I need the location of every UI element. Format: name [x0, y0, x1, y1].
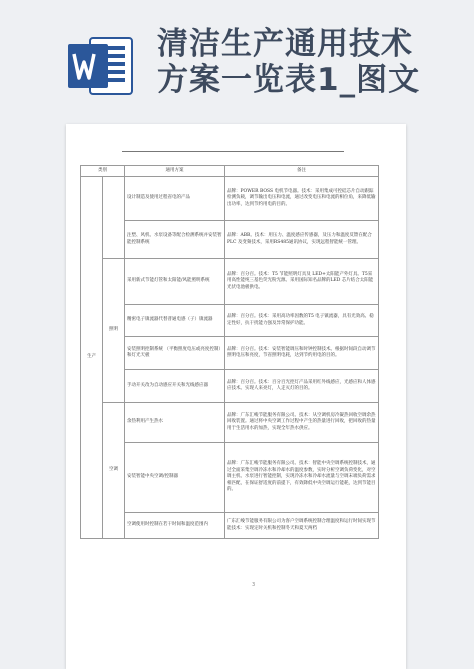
page-title	[157, 26, 420, 98]
document-page	[66, 124, 406, 669]
plan-cell: 注塑、风机、水泵设备等配合检测系统并安装智能控制系统	[125, 221, 225, 259]
note-cell: 品牌：ABB。技术：用压力、温度感应传感器，及压力和温度反馈在配合 PLC 及变频技术，采用RS485通讯协议，实现远程智能统一管理。	[225, 221, 379, 259]
note-cell: 品牌：POWER BOSS 电机节电器。技术：采用集成可控硅芯片自动跟踪检测负载，调节输出电压和电流，通过改变电压和电流的相位角，来降低输出功率，达到节约用电的目的。	[225, 177, 379, 221]
plan-cell: 采用新式节能灯管和太阳能/风能照明系统	[125, 259, 225, 305]
header-note: 备注	[225, 166, 379, 177]
table-row	[81, 221, 379, 259]
header-plan: 通用方案	[125, 166, 225, 177]
note-cell: 品牌：百分百。技术：安装智能调压和时钟控制技术。根据时间段自动调节照明电压和亮度，节省照明电耗，达到节约用电的目的。	[225, 337, 379, 370]
table-header-row	[81, 166, 379, 177]
subcategory-cell: 空调	[103, 403, 125, 539]
top-rule	[122, 151, 344, 152]
header-category: 类别	[81, 166, 125, 177]
page-number: 3	[252, 582, 256, 588]
table-row	[81, 337, 379, 370]
plan-cell: 精密电子镇流器代替普通电感（子）镇流器	[125, 305, 225, 337]
plan-cell: 设计制造及使用过程省电的产品	[125, 177, 225, 221]
table-row	[81, 513, 379, 539]
table-row	[81, 370, 379, 403]
table-row	[81, 177, 379, 221]
header-banner	[0, 0, 474, 118]
note-cell: 品牌：广东汇峻节能服务有限公司。技术：智能中央空调系统控制技术，通过全面采集空调冷冻水和冷却水的温度参数，实时分析空调负荷变化，对空调主机、水泵进行智能控制，实现冷冻水和冷却水流量与空调末端负荷需求相匹配，在保证舒适度的前提下，有效降低中央空调运行能耗，达到节能目的。	[225, 443, 379, 513]
plan-cell: 手动开关改为自动感应开关和光线感应器	[125, 370, 225, 403]
title-line-2: 方案一览表1_图文	[157, 62, 421, 98]
table-row	[81, 403, 379, 443]
table-row	[81, 305, 379, 337]
word-doc-icon	[66, 34, 136, 98]
tech-plan-table	[80, 165, 379, 539]
note-cell: 品牌：百分百。技术：百分百光控灯产品采用红外线感应，光感应和人体感应技术。实现人来亮灯，人走灭灯的目的。	[225, 370, 379, 403]
note-cell: 广东汇峻节能服务有限公司为客户空调系统控制合理温度和运行时间实现节能技术：实现定时关机和控制冬天和夏天两档	[225, 513, 379, 539]
plan-cell: 安装照明控制系统 （平衡照度电压或亮度控制）和灯光天板	[125, 337, 225, 370]
plan-cell: 安装智能中央空调/控制器	[125, 443, 225, 513]
note-cell: 品牌：广东汇峻节能服务有限公司。技术：从空调机房冷凝热回收空调余热回收装置。通过将中央空调工作过程中产生的热量进行回收，把回收的热量用于生活用水的加热，实现全年热水供应。	[225, 403, 379, 443]
note-cell: 品牌：百分百。技术：采用高功率因数的T5 电子镇流器，具有光效高、稳定性好，抗干扰能力强及异常保护功能。	[225, 305, 379, 337]
plan-cell: 余热利用产生热水	[125, 403, 225, 443]
plan-cell: 空调使用时控制在若干时间和温度范围内	[125, 513, 225, 539]
category-cell: 生产	[81, 177, 103, 539]
note-cell: 品牌：百分百。技术：T5 节能照明灯具及 LED+太阳能产外灯具。T5采用高性能纯三基色荧光粉光源。采用国际知名品牌的LED 芯片结合太阳能光伏电池板供电。	[225, 259, 379, 305]
subcategory-cell: 照明	[103, 259, 125, 403]
subcategory-empty	[103, 177, 125, 259]
table-row	[81, 443, 379, 513]
table-row	[81, 259, 379, 305]
title-line-1: 清洁生产通用技术	[157, 26, 413, 62]
